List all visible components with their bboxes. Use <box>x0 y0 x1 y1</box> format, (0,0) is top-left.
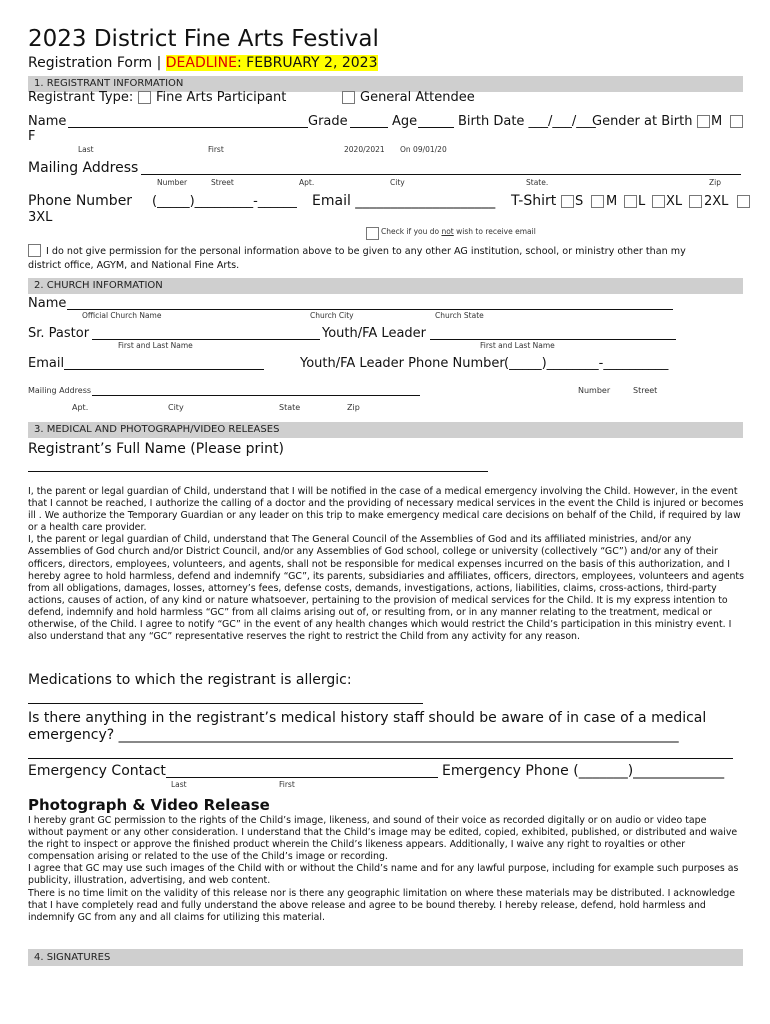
permission-checkbox[interactable] <box>28 244 41 257</box>
sub-label-church-state2: State <box>279 403 301 412</box>
fine-arts-participant-label: Fine Arts Participant <box>156 90 287 105</box>
photo-release-para-2: I agree that GC may use such images of the Child with or without the Child’s name and for any lawful purpose, including for example such purposes as publicity, illustration, advertising, and web content. <box>28 863 739 887</box>
email-optout-not: not <box>441 227 454 236</box>
full-name-label: Registrant’s Full Name (Please print) <box>28 441 285 457</box>
section-header-registrant: 1. REGISTRANT INFORMATION <box>28 76 743 92</box>
sub-label-apt: Apt. <box>299 178 315 187</box>
tshirt-2xl-checkbox[interactable] <box>689 195 702 208</box>
church-mailing-field[interactable] <box>92 395 420 396</box>
sub-label-church-number: Number <box>578 386 611 395</box>
registrant-name-label: Name <box>28 114 67 129</box>
sub-label-church-street: Street <box>633 386 658 395</box>
medical-history-extra-line[interactable] <box>28 758 733 759</box>
age-field[interactable] <box>418 127 454 128</box>
sub-label-church-city: Church City <box>310 311 354 320</box>
gender-m-label: M <box>711 114 723 129</box>
medical-release-para-2: I, the parent or legal guardian of Child, understand that The General Council of the Assemblies of God and its affiliated ministries, and/or any Assemblies of God church and/or District Council, and/or any Assemblies of God school, college or university (collectively “GC”) and/or any of their officers, directors, employees, volunteers, and agents, shall not be responsible for medical expenses incurred on the basis of this authorization, and I hereby agree to hold harmless, defend and indemnify “GC”, its parents, subsidiaries and affiliates, officers, directors, employees, volunteers and agents from all obligations, damages, losses, attorney’s fees, defense costs, demands, investigations, actions, liabilities, claims, cross-actions, third-party actions, causes of action, of any kind or nature whatsoever, pertaining to the provision of medical services for the Child. It is my express intention to defend, indemnify and hold harmless “GC” from all claims arising out of, or resulting from, or in any manner relating to the treatment, medical or otherwise, of the Child. I agree to notify “GC” in the event of any health changes which would restrict the Child’s participation in this ministry event. I also understand that any “GC” representative reserves the right to restrict the Child from any activity for any reason. <box>28 534 744 643</box>
gender-f-checkbox[interactable] <box>730 115 743 128</box>
email-optout-label <box>381 227 536 236</box>
medical-history-field[interactable]: emergency? ________________________________________________________________________________ <box>28 727 679 743</box>
tshirt-m-checkbox[interactable] <box>591 195 604 208</box>
sub-label-church-state: Church State <box>435 311 484 320</box>
emergency-contact-field[interactable] <box>166 777 438 778</box>
medical-release-para-1: I, the parent or legal guardian of Child, understand that I will be notified in the case of a medical emergency involving the Child. However, in the event that I cannot be reached, I authorize the calling of a doctor and the providing of necessary medical services in the event the Child is injured or becomes ill . We authorize the Temporary Guardian or any leader on this trip to make emergency medical care decisions on behalf of the Child, if required by law or a health care provider. <box>28 486 744 534</box>
permission-text-1: I do not give permission for the personal information above to be given to any other AG institution, school, or ministry other than my <box>46 246 686 257</box>
tshirt-s-checkbox[interactable] <box>561 195 574 208</box>
general-attendee-label: General Attendee <box>360 90 475 105</box>
email-optout-checkbox[interactable] <box>366 227 379 240</box>
phone-number-field[interactable]: (_____)_________-______ <box>152 194 297 209</box>
sub-label-city: City <box>390 178 405 187</box>
sub-label-state: State. <box>526 178 549 187</box>
full-name-field[interactable] <box>28 471 488 472</box>
emergency-phone-field[interactable]: Emergency Phone (_______)_____________ <box>442 763 725 779</box>
email-optout-post: wish to receive email <box>453 227 536 236</box>
sub-label-pastor-name: First and Last Name <box>118 341 193 350</box>
tshirt-xl-label: XL <box>666 194 683 209</box>
tshirt-3xl-label: 3XL <box>28 210 53 225</box>
sub-label-age-on: On 09/01/20 <box>400 145 447 154</box>
page-title: 2023 District Fine Arts Festival <box>28 26 379 52</box>
church-email-label: Email <box>28 356 65 371</box>
deadline-date: : FEBRUARY 2, 2023 <box>237 55 378 71</box>
church-email-field[interactable] <box>64 369 264 370</box>
grade-field[interactable] <box>350 127 388 128</box>
tshirt-xl-checkbox[interactable] <box>652 195 665 208</box>
photo-release-text <box>28 815 744 924</box>
photo-release-para-1: I hereby grant GC permission to the rights of the Child’s image, likeness, and sound of their voice as recorded digitally or on audio or video tape without payment or any other consideration. I understand that the Child’s image may be edited, copied, exhibited, published, or distributed and waive the right to inspect or approve the finished product wherein the Child’s likeness appears. Additionally, I waive any right to royalties or other compensation arising or related to the use of the Child’s image or recording. <box>28 815 738 863</box>
registrant-name-field[interactable] <box>68 127 308 128</box>
deadline-highlight <box>166 55 378 71</box>
emergency-contact-label: Emergency Contact <box>28 763 166 779</box>
birth-date-field[interactable]: Birth Date ___/___/___ <box>458 114 596 129</box>
tshirt-l-label: L <box>638 194 646 209</box>
email-optout-pre: Check if you do <box>381 227 442 236</box>
sub-label-church-zip: Zip <box>347 403 360 412</box>
permission-text-2: district office, AGYM, and National Fine Arts. <box>28 260 240 271</box>
registrant-email-field[interactable]: Email ____________________ <box>312 193 496 209</box>
mailing-address-label: Mailing Address <box>28 160 139 176</box>
section-header-signatures: 4. SIGNATURES <box>28 949 743 966</box>
sub-label-zip: Zip <box>709 178 721 187</box>
allergic-label: Medications to which the registrant is allergic: <box>28 672 352 688</box>
mailing-address-field[interactable] <box>141 174 741 175</box>
youth-leader-field[interactable] <box>430 339 676 340</box>
deadline-word: DEADLINE <box>165 55 237 71</box>
church-name-field[interactable] <box>67 309 673 310</box>
sub-label-first: First <box>208 145 224 154</box>
sub-label-number: Number <box>157 178 188 187</box>
youth-phone-label: Youth/FA Leader Phone Number <box>300 356 505 371</box>
phone-number-label: Phone Number <box>28 193 133 209</box>
church-name-label: Name <box>28 296 67 311</box>
sub-label-church-city2: City <box>168 403 184 412</box>
registrant-type-label: Registrant Type: <box>28 90 134 105</box>
youth-leader-label: Youth/FA Leader <box>322 326 427 341</box>
sub-label-last: Last <box>78 145 94 154</box>
general-attendee-checkbox[interactable] <box>342 91 355 104</box>
grade-label: Grade <box>308 114 348 129</box>
fine-arts-participant-checkbox[interactable] <box>138 91 151 104</box>
section-header-church: 2. CHURCH INFORMATION <box>28 278 743 294</box>
gender-m-checkbox[interactable] <box>697 115 710 128</box>
tshirt-label: T-Shirt <box>511 193 557 209</box>
photo-release-heading: Photograph & Video Release <box>28 796 270 814</box>
tshirt-m-label: M <box>606 194 618 209</box>
sub-label-youth-name: First and Last Name <box>480 341 555 350</box>
tshirt-2xl-label: 2XL <box>704 194 729 209</box>
page-subtitle <box>28 55 378 71</box>
sr-pastor-field[interactable] <box>92 339 320 340</box>
age-label: Age <box>392 114 418 129</box>
sub-label-official-church: Official Church Name <box>82 311 162 320</box>
allergic-field[interactable] <box>28 703 423 704</box>
gender-label: Gender at Birth <box>592 114 693 129</box>
section-header-medical: 3. MEDICAL AND PHOTOGRAPH/VIDEO RELEASES <box>28 422 743 438</box>
sr-pastor-label: Sr. Pastor <box>28 326 90 341</box>
subtitle-prefix: Registration Form | <box>28 55 166 71</box>
youth-phone-field[interactable]: (_____)________-__________ <box>504 356 669 371</box>
sub-label-emergency-first: First <box>279 780 295 789</box>
tshirt-s-label: S <box>575 194 584 209</box>
sub-label-emergency-last: Last <box>171 780 187 789</box>
photo-release-para-3: There is no time limit on the validity of this release nor is there any geographic limitation on where these materials may be distributed. I acknowledge that I have completely read and fully understand the above release and agree to be bound thereby. I hereby release, defend, hold harmless and indemnify GC from any and all claims for utilizing this material. <box>28 887 736 923</box>
church-mailing-label: Mailing Address <box>28 386 92 395</box>
sub-label-grade-year: 2020/2021 <box>344 145 385 154</box>
tshirt-3xl-checkbox[interactable] <box>737 195 750 208</box>
gender-f-label: F <box>28 129 36 144</box>
tshirt-l-checkbox[interactable] <box>624 195 637 208</box>
sub-label-church-apt: Apt. <box>72 403 89 412</box>
medical-release-text <box>28 486 744 643</box>
medical-history-label: Is there anything in the registrant’s medical history staff should be aware of in case of a medical <box>28 710 707 726</box>
sub-label-street: Street <box>211 178 234 187</box>
